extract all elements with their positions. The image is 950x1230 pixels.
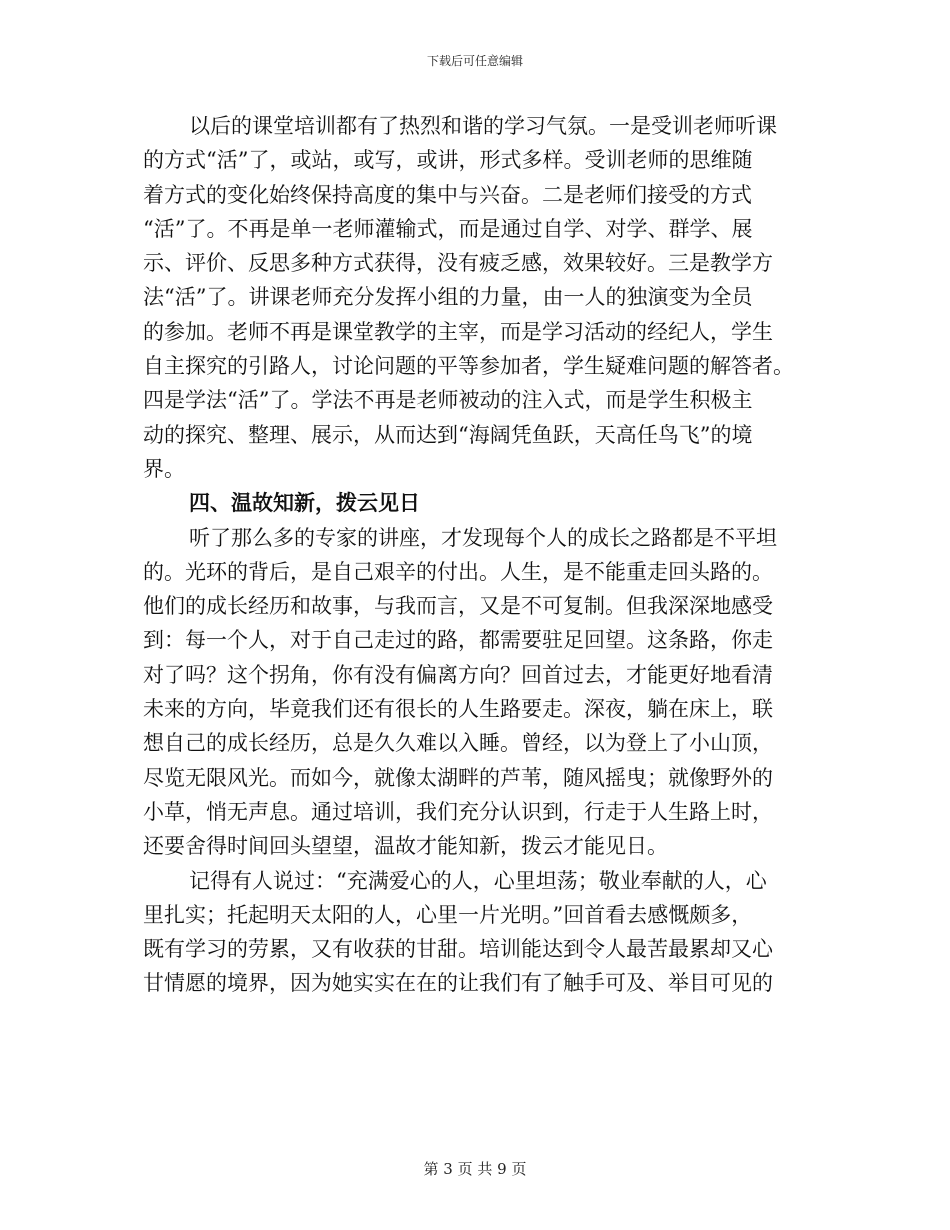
paragraph-line: 界。 [143, 456, 185, 481]
paragraph-line: 的方式“活”了，或站，或写，或讲，形式多样。受训老师的思维随 [143, 148, 753, 173]
paragraph-line: 想自己的成长经历，总是久久难以入睡。曾经，以为登上了小山顶， [143, 731, 773, 756]
paragraph-line: 自主探究的引路人，讨论问题的平等参加者，学生疑难问题的解答者。 [143, 354, 794, 379]
paragraph-line: 记得有人说过：“充满爱心的人，心里坦荡；敬业奉献的人，心 [189, 868, 767, 893]
paragraph-line: 的。光环的背后，是自己艰辛的付出。人生，是不能重走回头路的。 [143, 559, 773, 584]
page-number-footer: 第 3 页 共 9 页 [423, 1160, 527, 1178]
paragraph-line: 的参加。老师不再是课堂教学的主宰，而是学习活动的经纪人，学生 [143, 319, 773, 344]
paragraph-line: 对了吗？这个拐角，你有没有偏离方向？回首过去，才能更好地看清 [143, 662, 773, 687]
paragraph-line: 小草，悄无声息。通过培训，我们充分认识到，行走于人生路上时， [143, 799, 773, 824]
paragraph-line: 还要舍得时间回头望望，温故才能知新，拨云才能见日。 [143, 834, 668, 859]
paragraph-line: 里扎实；托起明天太阳的人，心里一片光明。”回首看去感慨颇多， [143, 902, 753, 927]
section-heading: 四、温故知新，拨云见日 [189, 490, 420, 516]
paragraph-line: 着方式的变化始终保持高度的集中与兴奋。二是老师们接受的方式 [143, 182, 752, 207]
paragraph-line: 既有学习的劳累，又有收获的甘甜。培训能达到令人最苦最累却又心 [143, 937, 773, 962]
paragraph-line: 到：每一个人，对于自己走过的路，都需要驻足回望。这条路，你走 [143, 628, 773, 653]
paragraph-line: 以后的课堂培训都有了热烈和谐的学习气氛。一是受训老师听课 [189, 114, 777, 138]
page-header: 下载后可任意编辑 [426, 54, 523, 68]
paragraph-line: “活”了。不再是单一老师灌输式，而是通过自学、对学、群学、展 [143, 216, 753, 241]
paragraph-line: 法“活”了。讲课老师充分发挥小组的力量，由一人的独演变为全员 [143, 285, 753, 310]
paragraph-line: 动的探究、整理、展示，从而达到“海阔凭鱼跃，天高任鸟飞”的境 [143, 422, 753, 447]
paragraph-line: 他们的成长经历和故事，与我而言，又是不可复制。但我深深地感受 [143, 594, 773, 619]
paragraph-line: 示、评价、反思多种方式获得，没有疲乏感，效果较好。三是教学方 [143, 251, 773, 276]
paragraph-line: 未来的方向，毕竟我们还有很长的人生路要走。深夜，躺在床上，联 [143, 697, 773, 722]
paragraph-line: 四是学法“活”了。学法不再是老师被动的注入式，而是学生积极主 [143, 388, 753, 413]
paragraph-line: 听了那么多的专家的讲座，才发现每个人的成长之路都是不平坦 [189, 525, 777, 550]
paragraph-line: 甘情愿的境界，因为她实实在在的让我们有了触手可及、举目可见的 [143, 971, 773, 996]
document-body [143, 109, 811, 1001]
paragraph-line: 尽览无限风光。而如今，就像太湖畔的芦苇，随风摇曳；就像野外的 [143, 765, 773, 790]
